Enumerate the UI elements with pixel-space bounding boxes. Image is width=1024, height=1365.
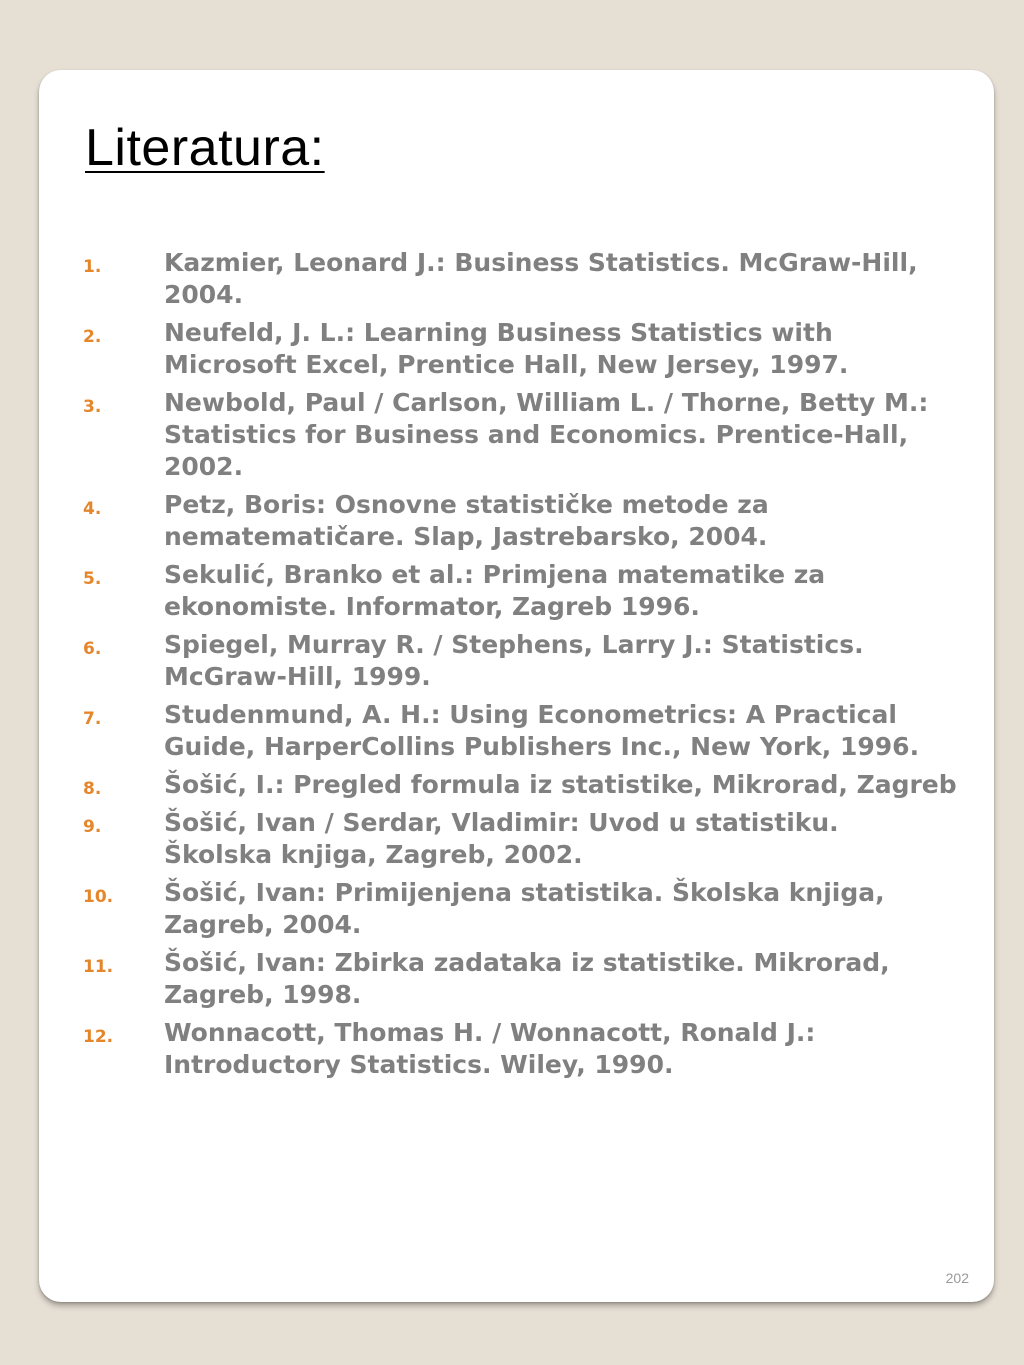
reference-text-line: Studenmund, A. H.: Using Econometrics: A Practical (164, 700, 897, 729)
reference-number: 10. (83, 887, 114, 907)
reference-item (39, 699, 1024, 763)
reference-text-line: Petz, Boris: Osnovne statističke metode za (164, 490, 769, 519)
reference-text-line: Školska knjiga, Zagreb, 2002. (164, 840, 583, 869)
reference-item (39, 317, 1024, 381)
reference-number: 1. (83, 257, 102, 277)
reference-item (39, 769, 1024, 801)
page-number: 202 (945, 1270, 969, 1286)
reference-item (39, 489, 1024, 553)
reference-text-line: Newbold, Paul / Carlson, William L. / Thorne, Betty M.: (164, 388, 929, 417)
reference-item (39, 877, 1024, 941)
reference-number: 6. (83, 639, 102, 659)
reference-text-line: Šošić, Ivan: Primijenjena statistika. Školska knjiga, (164, 878, 885, 907)
reference-text-line: Neufeld, J. L.: Learning Business Statistics with (164, 318, 833, 347)
reference-text-line: 2004. (164, 280, 244, 309)
reference-text-line: Wonnacott, Thomas H. / Wonnacott, Ronald J.: (164, 1018, 816, 1047)
reference-item (39, 559, 1024, 623)
reference-list (39, 247, 1024, 1087)
reference-text-line: Microsoft Excel, Prentice Hall, New Jersey, 1997. (164, 350, 849, 379)
reference-text-line: Šošić, Ivan / Serdar, Vladimir: Uvod u statistiku. (164, 808, 839, 837)
reference-text-line: ekonomiste. Informator, Zagreb 1996. (164, 592, 700, 621)
reference-text-line: Guide, HarperCollins Publishers Inc., New York, 1996. (164, 732, 920, 761)
reference-text-line: 2002. (164, 452, 244, 481)
reference-text-line: nematematičare. Slap, Jastrebarsko, 2004. (164, 522, 768, 551)
reference-number: 2. (83, 327, 102, 347)
reference-item (39, 629, 1024, 693)
reference-text-line: Kazmier, Leonard J.: Business Statistics. McGraw-Hill, (164, 248, 918, 277)
reference-text-line: Sekulić, Branko et al.: Primjena matematike za (164, 560, 826, 589)
reference-text-line: Šošić, I.: Pregled formula iz statistike, Mikrorad, Zagreb (164, 770, 957, 799)
slide (39, 70, 994, 1302)
reference-item (39, 387, 1024, 483)
reference-item (39, 807, 1024, 871)
reference-number: 9. (83, 817, 102, 837)
reference-number: 3. (83, 397, 102, 417)
reference-text-line: Zagreb, 2004. (164, 910, 362, 939)
reference-number: 7. (83, 709, 102, 729)
reference-number: 8. (83, 779, 102, 799)
reference-text-line: Introductory Statistics. Wiley, 1990. (164, 1050, 674, 1079)
reference-text-line: Statistics for Business and Economics. Prentice-Hall, (164, 420, 909, 449)
reference-item (39, 247, 1024, 311)
reference-number: 5. (83, 569, 102, 589)
reference-text-line: Šošić, Ivan: Zbirka zadataka iz statistike. Mikrorad, (164, 948, 890, 977)
reference-number: 4. (83, 499, 102, 519)
reference-text-line: Zagreb, 1998. (164, 980, 362, 1009)
reference-text-line: McGraw-Hill, 1999. (164, 662, 431, 691)
reference-number: 12. (83, 1027, 114, 1047)
reference-number: 11. (83, 957, 114, 977)
reference-text-line: Spiegel, Murray R. / Stephens, Larry J.: Statistics. (164, 630, 864, 659)
reference-item (39, 1017, 1024, 1081)
slide-title: Literatura: (85, 119, 325, 177)
reference-item (39, 947, 1024, 1011)
